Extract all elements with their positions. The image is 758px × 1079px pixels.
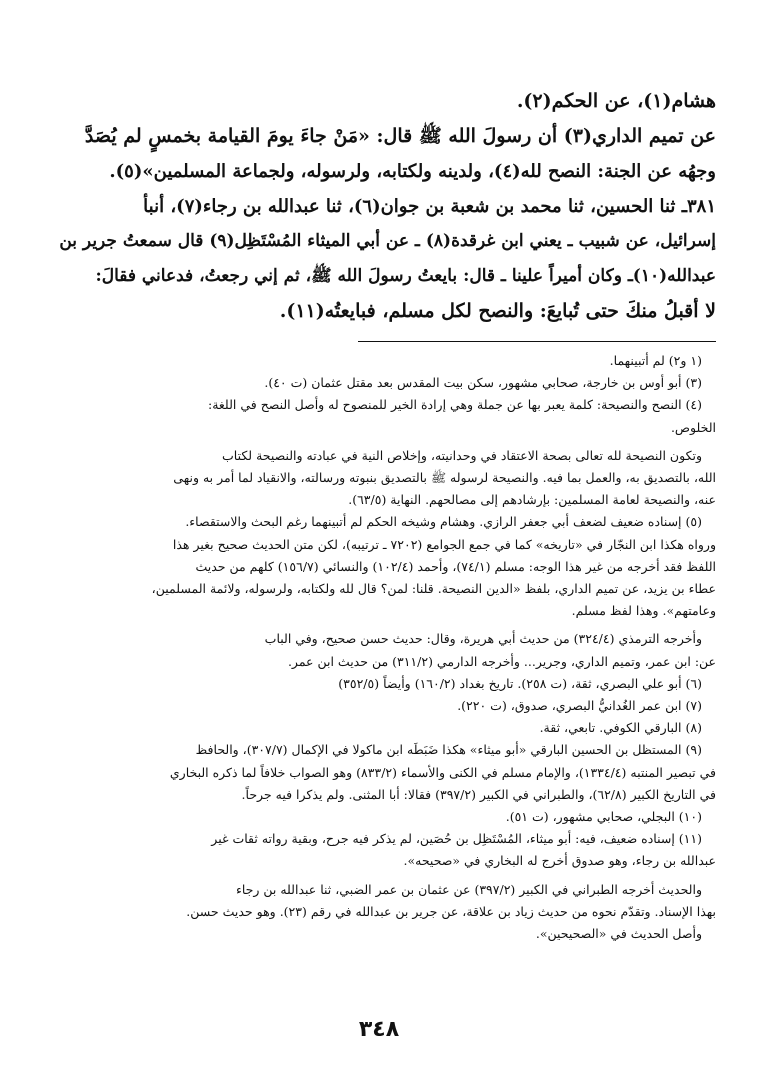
main-text (42, 84, 716, 329)
main-line: إسرائيل، عن شبيب ـ يعني ابن غرقدة(٨) ـ عن أبي الميثاء المُسْتَظِل(٩) قال سمعتُ جرير بن (59, 231, 716, 251)
footnote-line: (١ و٢) لم أتبينهما. (609, 353, 702, 368)
footnote-line: (٣) أبو أوس بن خارجة، صحابي مشهور، سكن بيت المقدس بعد مقتل عثمان (ت ٤٠). (264, 375, 702, 391)
footnote-line: بهذا الإسناد. وتقدّم نحوه من حديث زياد بن علاقة، عن جرير بن عبدالله في رقم (٢٣). وهو حديث حسن. (186, 903, 716, 919)
footnote-divider (358, 341, 716, 342)
footnote-line: وتكون النصيحة لله تعالى بصحة الاعتقاد في وحدانيته، وإخلاص النية في عبادته والنصيحة لكتاب (222, 447, 702, 463)
main-line: وجهُه عن الجنة: النصح لله(٤)، ولدينه ولكتابه، ولرسوله، ولجماعة المسلمين»(٥). (109, 161, 716, 182)
footnote-line: في التاريخ الكبير (٦٢/٨)، والطبراني في الكبير (٣٩٧/٢) فقالا: أبا المثنى. ولم يذكرا فيه جرحاً. (241, 786, 716, 802)
main-line: عن تميم الداري(٣) أن رسولَ الله ﷺ قال: «مَنْ جاءَ يومَ القيامة بخمسٍ لم يُصَدَّ (84, 125, 716, 147)
footnote-line: (١١) إسناده ضعيف، فيه: أبو ميثاء، المُسْتَظِل بن حُصَين، لم يذكر فيه جرح، وبقية رواته ثقات غير (211, 831, 702, 847)
footnote-line: عنه، والنصيحة لعامة المسلمين: بإرشادهم إلى مصالحهم. النهاية (٦٣/٥). (348, 492, 716, 508)
footnote-line: (٨) البارقي الكوفي. تابعي، ثقة. (539, 720, 702, 736)
footnote-line: (٤) النصح والنصيحة: كلمة يعبر بها عن جملة وهي إرادة الخير للمنصوح له وأصل النصح في اللغة: (207, 397, 702, 413)
footnote-line: عن: ابن عمر، وتميم الداري، وجرير... وأخرجه الدارمي (٣١١/٢) من حديث ابن عمر. (287, 653, 716, 669)
footnote-line: الله، بالتصديق به، والعمل بما فيه. والنصيحة لرسوله ﷺ بالتصديق بنبوته ورسالته، والانقياد لما أمر به ونهى (173, 470, 716, 486)
footnotes (42, 350, 716, 945)
footnote-line: (٦) أبو علي البصري، ثقة، (ت ٢٥٨). تاريخ بغداد (١٦٠/٢) وأيضاً (٣٥٢/٥) (338, 675, 702, 691)
footnote-line: وأخرجه الترمذي (٣٢٤/٤) من حديث أبي هريرة، وقال: حديث حسن صحيح، وفي الباب (264, 631, 702, 647)
footnote-line: (٧) ابن عمر الغُدانيُّ البصري، صدوق، (ت ٢٢٠). (457, 698, 702, 714)
footnote-line: وأصل الحديث في «الصحيحين». (535, 926, 702, 942)
page-number: ٣٤٨ (358, 1017, 400, 1042)
footnote-line: والحديث أخرجه الطبراني في الكبير (٣٩٧/٢) عن عثمان بن عمر الضبي، ثنا عبدالله بن رجاء (235, 881, 702, 897)
footnote-line: اللفظ فقد أخرجه من غير هذا الوجه: مسلم (٧٤/١)، وأحمد (١٠٢/٤) والنسائي (١٥٦/٧) كلهم من حديث (195, 558, 716, 574)
footnote-line: وعامتهم». وهذا لفظ مسلم. (571, 603, 716, 619)
footnote-line: ورواه هكذا ابن النجّار في «تاريخه» كما في جمع الجوامع (٧٢٠٢ ـ ترتيبه)، لكن متن الحديث صحيح بغير هذا (172, 536, 716, 552)
footnote-line: (٩) المستظل بن الحسين البارقي «أبو ميثاء» هكذا ضَبَطَه ابن ماكولا في الإكمال (٣٠٧/٧)، والحافظ (195, 742, 702, 758)
footnote-line: عطاء بن يزيد، عن تميم الداري، بلفظ «الدين النصيحة. قلنا: لمن؟ قال لله ولكتابه، ولرسوله، ولائمة المسلمين، (151, 581, 716, 597)
main-line: عبدالله(١٠)ـ وكان أميراً علينا ـ قال: بايعتُ رسولَ الله ﷺ، ثم إني رجعتُ، فدعاني فقالَ: (95, 266, 716, 286)
main-line: ٣٨١ـ ثنا الحسين، ثنا محمد بن شعبة بن جوان(٦)، ثنا عبدالله بن رجاء(٧)، أنبأ (143, 196, 716, 217)
footnote-line: في تبصير المنتبه (١٣٣٤/٤)، والإمام مسلم في الكنى والأسماء (٨٣٣/٢) وهو الصواب خلافاً لما ذكره البخاري (169, 764, 716, 780)
main-line: لا أقبلُ منكَ حتى تُبايعَ: والنصح لكل مسلم، فبايعتُه(١١). (279, 300, 716, 322)
footnote-line: الخلوص. (670, 419, 716, 435)
main-line: هشام(١)، عن الحكم(٢). (516, 90, 716, 112)
footnote-line: (٥) إسناده ضعيف لضعف أبي جعفر الرازي. وهشام وشيخه الحكم لم أتبينهما رغم البحث والاستقصاء. (185, 514, 702, 530)
footnote-line: (١٠) البجلي، صحابي مشهور، (ت ٥١). (505, 809, 702, 825)
footnote-line: عبدالله بن رجاء، وهو صدوق أخرج له البخاري في «صحيحه». (403, 853, 716, 869)
